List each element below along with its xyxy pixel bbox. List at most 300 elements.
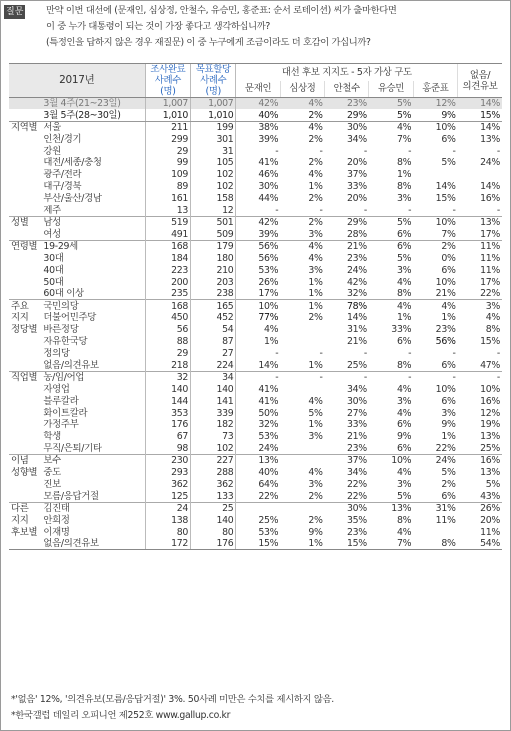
candidate-pct-cell: 6% [441, 359, 456, 371]
candidate-pct-cell: 3% [308, 431, 323, 443]
row-label: 중도 [43, 467, 61, 479]
table-row [9, 169, 502, 181]
candidate-pct-cell: 6% [396, 442, 412, 454]
sample-target-cell: 140 [191, 514, 236, 526]
sample-done-cell: 29 [145, 145, 190, 157]
candidate-pct-cell: 30% [325, 502, 369, 514]
candidate-pct-cell: 6% [369, 240, 413, 252]
table-row [9, 490, 502, 502]
sample-done-cell: 56 [145, 324, 190, 336]
none-pct-cell: 11% [458, 240, 502, 252]
candidate-pct-cell: 2% [308, 514, 323, 526]
table-row [9, 419, 502, 431]
row-group-label [9, 443, 41, 455]
row-label: 강원 [43, 145, 61, 157]
candidate-pct-cell: 7% [396, 133, 412, 145]
candidate-pct-cell: 24% [413, 455, 457, 467]
candidate-pct-cell: 15% [236, 538, 280, 550]
row-group-label [9, 359, 41, 371]
sample-done-cell: 89 [145, 181, 190, 193]
row-group-label [9, 264, 41, 276]
candidate-pct-cell: 23% [325, 98, 369, 110]
row-group-label [9, 336, 41, 348]
candidate-pct-cell: 2% [308, 193, 323, 205]
row-group-label: 지역별 [9, 121, 41, 133]
candidate-pct-cell: 10% [413, 217, 457, 229]
row-group-label: 후보별 [11, 526, 38, 538]
sample-done-cell: 168 [145, 300, 190, 312]
row-label: 여성 [43, 228, 61, 240]
sample-target-cell: 509 [191, 228, 236, 240]
none-pct-cell: 22% [480, 288, 500, 300]
candidate-pct-cell: 4% [396, 526, 412, 538]
sample-done-cell: 144 [145, 395, 190, 407]
row-group-label: 직업별 [9, 371, 41, 383]
candidate-pct-cell: - [452, 145, 456, 157]
row-label: 60대 이상 [43, 288, 84, 300]
candidate-pct-cell: 28% [346, 228, 367, 240]
none-pct-cell: 54% [458, 538, 502, 550]
candidate-pct-cell: 31% [346, 324, 367, 336]
sample-done-cell: 211 [145, 121, 190, 133]
candidate-pct-cell: 37% [325, 455, 369, 467]
candidate-pct-cell: 30% [325, 121, 369, 133]
candidate-pct-cell: 41% [236, 383, 280, 395]
sample-done-cell: 362 [145, 479, 190, 491]
sample-done-cell: 1,007 [145, 98, 190, 110]
candidate-pct-cell: - [236, 371, 280, 383]
question-block [4, 5, 509, 61]
candidate-pct-cell: 2% [308, 490, 323, 502]
candidate-pct-cell: 5% [308, 407, 323, 419]
candidate-pct-cell: 33% [346, 181, 367, 193]
candidate-pct-cell: 3% [396, 193, 412, 205]
table-row [9, 479, 502, 491]
row-label: 농/임/어업 [41, 371, 145, 383]
row-group-label: 이념 [9, 455, 41, 467]
candidate-pct-cell: 6% [396, 336, 412, 348]
candidate-pct-cell: 1% [441, 431, 456, 443]
candidate-pct-cell: 32% [346, 288, 367, 300]
none-pct-cell: 11% [480, 264, 500, 276]
table-row [9, 121, 502, 133]
candidate-pct-cell: 21% [325, 240, 369, 252]
sample-done-cell: 491 [145, 228, 190, 240]
row-group-label [9, 98, 41, 110]
candidate-pct-cell: - [363, 347, 367, 359]
table-row [9, 98, 502, 110]
candidate-pct-cell: 50% [236, 407, 280, 419]
candidate-pct-cell: 15% [435, 193, 456, 205]
sample-target-cell: 12 [191, 205, 236, 217]
row-label: 광주/전라 [43, 169, 82, 181]
candidate-pct-cell: - [408, 347, 412, 359]
table-row [9, 181, 502, 193]
row-label: 가정주부 [43, 419, 79, 431]
row-group-label [9, 169, 41, 181]
sample-target-cell: 34 [191, 371, 236, 383]
sample-done-cell: 172 [145, 538, 190, 550]
candidate-pct-cell [280, 502, 324, 514]
candidate-pct-cell: 9% [396, 431, 412, 443]
none-pct-cell [458, 169, 502, 181]
candidate-pct-cell: 1% [280, 300, 324, 312]
sample-target-cell: 102 [191, 443, 236, 455]
row-group-label [9, 490, 41, 502]
candidate-pct-cell: 4% [308, 467, 323, 479]
candidate-pct-cell: 3% [396, 395, 412, 407]
sample-target-cell: 102 [191, 181, 236, 193]
candidate-pct-cell: 8% [396, 288, 412, 300]
candidate-pct-cell: 23% [435, 324, 456, 336]
sample-done-cell: 235 [145, 288, 190, 300]
candidate-pct-cell: 33% [346, 419, 367, 431]
sample-target-cell: 105 [191, 157, 236, 169]
none-pct-cell: 12% [480, 407, 500, 419]
table-row [9, 264, 502, 276]
sample-done-cell: 13 [145, 205, 190, 217]
table-row [9, 276, 502, 288]
candidate-pct-cell: 4% [396, 276, 412, 288]
sample-target-cell: 227 [191, 455, 236, 467]
table-row [9, 431, 502, 443]
candidate-pct-cell: 30% [236, 181, 280, 193]
none-pct-cell: 15% [458, 109, 502, 121]
table-row [9, 133, 502, 145]
header-sample-target-line: (명) [205, 86, 222, 97]
candidate-pct-cell: - [452, 204, 456, 216]
row-group-label [9, 228, 41, 240]
sample-target-cell: 80 [191, 526, 236, 538]
row-label: 더불어민주당 [43, 312, 96, 324]
row-label: 학생 [43, 431, 61, 443]
candidate-pct-cell: 20% [346, 157, 367, 169]
candidate-pct-cell: 21% [346, 336, 367, 348]
row-group-label [9, 407, 41, 419]
candidate-pct-cell: 6% [441, 395, 456, 407]
sample-done-cell: 161 [145, 193, 190, 205]
candidate-pct-cell: 4% [280, 240, 324, 252]
table-row [9, 443, 502, 455]
candidate-pct-cell: 5% [441, 467, 456, 479]
candidate-pct-cell: 9% [308, 526, 323, 538]
sample-done-cell: 67 [145, 431, 190, 443]
none-pct-cell: - [496, 204, 500, 216]
candidate-pct-cell: 1% [236, 336, 280, 348]
candidate-pct-cell: 39% [236, 133, 280, 145]
sample-target-cell: 199 [191, 121, 236, 133]
candidate-pct-cell: - [452, 347, 456, 359]
candidate-pct-cell: 13% [369, 502, 413, 514]
header-candidate: 유승민 [369, 81, 413, 98]
sample-done-cell: 184 [145, 252, 190, 264]
candidate-pct-cell: 56% [236, 240, 280, 252]
candidate-pct-cell: 20% [346, 193, 367, 205]
row-label: 국민의당 [41, 300, 145, 312]
sample-target-cell: 54 [191, 324, 236, 336]
sample-done-cell: 138 [145, 514, 190, 526]
row-group-label [9, 419, 41, 431]
candidate-pct-cell: 56% [435, 336, 456, 348]
table-row [9, 383, 502, 395]
header-group-title: 대선 후보 지지도 - 5자 가상 구도 [236, 64, 458, 81]
row-label: 블루칼라 [43, 395, 79, 407]
row-group-label [9, 109, 41, 121]
row-label: 없음/의견유보 [41, 538, 145, 550]
row-label: 무직/은퇴/기타 [43, 442, 102, 454]
candidate-pct-cell: 4% [369, 300, 413, 312]
candidate-pct-cell: 6% [441, 490, 456, 502]
candidate-pct-cell: 3% [396, 264, 412, 276]
row-group-label [9, 145, 41, 157]
candidate-pct-cell [280, 336, 324, 348]
sample-done-cell: 293 [145, 467, 190, 479]
candidate-pct-cell: 2% [308, 312, 323, 324]
none-pct-cell: 25% [480, 442, 500, 454]
row-group-label [9, 276, 41, 288]
header-none-line: 없음/ [469, 69, 491, 81]
row-label: 인천/경기 [43, 133, 82, 145]
candidate-pct-cell: 2% [413, 240, 457, 252]
candidate-pct-cell: 6% [441, 264, 456, 276]
candidate-pct-cell: 41% [236, 395, 280, 407]
candidate-pct-cell: - [369, 371, 413, 383]
candidate-pct-cell: 26% [236, 276, 280, 288]
none-pct-cell: 14% [458, 98, 502, 110]
table-row [9, 395, 502, 407]
none-pct-cell: 19% [480, 419, 500, 431]
row-label: 보수 [41, 455, 145, 467]
candidate-pct-cell: - [319, 145, 323, 157]
candidate-pct-cell: 14% [346, 312, 367, 324]
none-pct-cell: 16% [480, 193, 500, 205]
sample-done-cell: 450 [145, 312, 190, 324]
table-row [9, 205, 502, 217]
candidate-pct-cell: 4% [280, 98, 324, 110]
row-group-label [9, 479, 41, 491]
sample-target-cell: 87 [191, 336, 236, 348]
candidate-pct-cell: 1% [308, 359, 323, 371]
row-label: 안희정 [43, 514, 70, 526]
row-label: 진보 [43, 478, 61, 490]
candidate-pct-cell: 1% [396, 312, 412, 324]
candidate-pct-cell: - [280, 371, 324, 383]
sample-target-cell: 182 [191, 419, 236, 431]
candidate-pct-cell: - [408, 204, 412, 216]
table-row [9, 193, 502, 205]
candidate-pct-cell: 23% [346, 442, 367, 454]
candidate-pct-cell: 1% [441, 312, 456, 324]
none-pct-cell: 8% [485, 324, 500, 336]
candidate-pct-cell: 8% [413, 538, 457, 550]
sample-target-cell: 288 [191, 467, 236, 479]
none-pct-cell: 15% [480, 336, 500, 348]
none-pct-cell: 13% [480, 133, 500, 145]
sample-done-cell: 230 [145, 455, 190, 467]
candidate-pct-cell: 14% [435, 181, 456, 193]
candidate-pct-cell: - [408, 145, 412, 157]
sample-target-cell: 141 [191, 395, 236, 407]
sample-done-cell: 140 [145, 383, 190, 395]
candidate-pct-cell: 34% [346, 467, 367, 479]
candidate-pct-cell: 32% [236, 419, 280, 431]
candidate-pct-cell: 4% [396, 383, 412, 395]
candidate-pct-cell [413, 169, 457, 181]
candidate-pct-cell: 2% [308, 133, 323, 145]
candidate-pct-cell: 53% [236, 526, 280, 538]
header-sample-done [145, 64, 190, 98]
table-row [9, 467, 502, 479]
sample-target-cell: 501 [191, 217, 236, 229]
sample-done-cell: 98 [145, 443, 190, 455]
candidate-pct-cell: 8% [396, 514, 412, 526]
table-row [9, 228, 502, 240]
table-row [9, 157, 502, 169]
none-pct-cell: 13% [480, 467, 500, 479]
candidate-pct-cell: 6% [441, 133, 456, 145]
candidate-pct-cell: 2% [308, 157, 323, 169]
sample-target-cell: 31 [191, 145, 236, 157]
candidate-pct-cell: 12% [413, 98, 457, 110]
candidate-pct-cell: 4% [396, 467, 412, 479]
sample-done-cell: 223 [145, 264, 190, 276]
none-pct-cell: 24% [480, 157, 500, 169]
header-sample-target-line: 사례수 [200, 75, 227, 86]
source-note: *한국갤럽 데일리 오피니언 제252호 www.gallup.co.kr [11, 710, 231, 721]
row-group-label: 지지 [11, 312, 29, 324]
row-group-label: 정당별 [11, 324, 38, 336]
candidate-pct-cell: - [413, 371, 457, 383]
candidate-pct-cell: 17% [236, 288, 280, 300]
candidate-pct-cell: 5% [396, 252, 412, 264]
row-group-label [9, 538, 41, 550]
candidate-pct-cell: 53% [236, 431, 280, 443]
none-pct-cell: 17% [480, 228, 500, 240]
candidate-pct-cell: 42% [346, 276, 367, 288]
candidate-pct-cell: 77% [236, 312, 280, 324]
candidate-pct-cell: 35% [346, 514, 367, 526]
candidate-pct-cell: 1% [308, 181, 323, 193]
candidate-pct-cell: 40% [236, 467, 280, 479]
candidate-pct-cell: 64% [236, 479, 280, 491]
candidate-pct-cell: 9% [413, 109, 457, 121]
sample-done-cell: 176 [145, 419, 190, 431]
sample-done-cell: 168 [145, 240, 190, 252]
row-group-label [9, 193, 41, 205]
candidate-pct-cell: 22% [346, 478, 367, 490]
table-row [9, 502, 502, 514]
header-sample-done-line: (명) [160, 86, 176, 97]
candidate-pct-cell: 3% [308, 478, 323, 490]
question-line-2: 이 중 누가 대통령이 되는 것이 가장 좋다고 생각하십니까? [46, 21, 270, 32]
sample-done-cell: 109 [145, 169, 190, 181]
candidate-pct-cell: 13% [236, 455, 280, 467]
candidate-pct-cell: 22% [236, 490, 280, 502]
question-line-1: 만약 이번 대선에 (문재인, 심상정, 안철수, 유승민, 홍준표: 순서 로테이션) 씨가 출마한다면 [46, 5, 397, 16]
sample-done-cell: 299 [145, 133, 190, 145]
candidate-pct-cell: 44% [236, 193, 280, 205]
sample-done-cell: 125 [145, 490, 190, 502]
row-label: 바른정당 [43, 324, 79, 336]
candidate-pct-cell: 8% [396, 359, 412, 371]
candidate-pct-cell: 10% [435, 383, 456, 395]
row-label: 3월 5주(28~30일) [41, 109, 145, 121]
row-label: 30대 [43, 252, 64, 264]
candidate-pct-cell: 7% [441, 228, 456, 240]
candidate-pct-cell: 56% [236, 252, 280, 264]
sample-done-cell: 99 [145, 157, 190, 169]
table-row [9, 455, 502, 467]
candidate-pct-cell: 10% [435, 276, 456, 288]
candidate-pct-cell: 46% [236, 169, 280, 181]
results-table [9, 63, 502, 550]
table-row [9, 359, 502, 371]
sample-done-cell: 519 [145, 217, 190, 229]
row-label: 40대 [43, 264, 64, 276]
candidate-pct-cell: 0% [441, 252, 456, 264]
row-label: 화이트칼라 [43, 407, 88, 419]
sample-target-cell: 339 [191, 407, 236, 419]
candidate-pct-cell: 15% [325, 538, 369, 550]
sample-done-cell: 88 [145, 336, 190, 348]
candidate-pct-cell: 2% [280, 217, 324, 229]
candidate-pct-cell: - [325, 371, 369, 383]
candidate-pct-cell [280, 443, 324, 455]
candidate-pct-cell: 1% [280, 538, 324, 550]
row-group-label: 다른 [9, 502, 41, 514]
none-pct-cell: 3% [458, 300, 502, 312]
sample-done-cell: 1,010 [145, 109, 190, 121]
candidate-pct-cell: 21% [435, 288, 456, 300]
candidate-pct-cell: - [319, 347, 323, 359]
sample-target-cell: 301 [191, 133, 236, 145]
sample-target-cell: 1,007 [191, 98, 236, 110]
row-group-label [9, 383, 41, 395]
none-pct-cell: 11% [480, 526, 500, 538]
table-row [9, 217, 502, 229]
header-sample-done-line: 사례수 [154, 75, 182, 86]
table-row [9, 526, 502, 538]
candidate-pct-cell: 10% [369, 455, 413, 467]
row-group-label [9, 157, 41, 169]
header-sample-target-line: 목표할당 [195, 64, 231, 75]
candidate-pct-cell: 42% [236, 217, 280, 229]
row-group-label [9, 395, 41, 407]
row-label: 3월 4주(21~23일) [41, 98, 145, 110]
candidate-pct-cell: 4% [396, 407, 412, 419]
sample-target-cell: 203 [191, 276, 236, 288]
question-label: 질문 [6, 7, 24, 17]
sample-target-cell: 179 [191, 240, 236, 252]
sample-target-cell: 133 [191, 490, 236, 502]
candidate-pct-cell [413, 526, 457, 538]
row-group-label [9, 133, 41, 145]
candidate-pct-cell: 27% [346, 407, 367, 419]
candidate-pct-cell: 8% [396, 157, 412, 169]
none-pct-cell: 14% [480, 181, 500, 193]
row-group-label: 연령별 [9, 240, 41, 252]
row-label: 남성 [41, 217, 145, 229]
candidate-pct-cell: 1% [396, 169, 412, 181]
table-row [9, 407, 502, 419]
candidate-pct-cell: 3% [308, 228, 323, 240]
candidate-pct-cell: - [363, 145, 367, 157]
candidate-pct-cell: 5% [396, 490, 412, 502]
sample-done-cell: 218 [145, 359, 190, 371]
candidate-pct-cell: 3% [396, 478, 412, 490]
table-row [9, 240, 502, 252]
sample-target-cell: 224 [191, 359, 236, 371]
